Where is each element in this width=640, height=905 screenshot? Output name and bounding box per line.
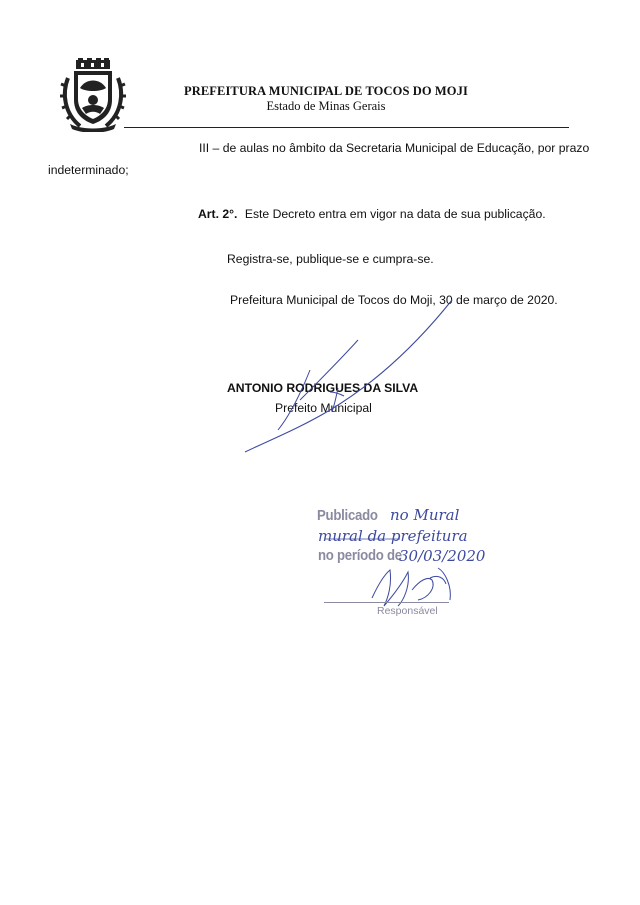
article-2 (198, 207, 546, 222)
stamp-period-label: no período de (318, 547, 402, 564)
item-iii-text: III – de aulas no âmbito da Secretaria Municipal de Educação, por prazo (199, 141, 590, 155)
article-2-label: Art. 2°. (198, 207, 238, 221)
signatory-role: Prefeito Municipal (275, 401, 372, 415)
header-title: PREFEITURA MUNICIPAL DE TOCOS DO MOJI (184, 84, 468, 98)
stamp-handwritten-line1: no Mural (390, 506, 460, 524)
closing-formula: Registra-se, publique-se e cumpra-se. (227, 252, 434, 266)
header-divider (124, 127, 569, 128)
article-2-text: Este Decreto entra em vigor na data de sua publicação. (244, 207, 546, 221)
stamp-handwritten-date: 30/03/2020 (399, 547, 486, 565)
stamp-responsible-label: Responsável (377, 605, 438, 617)
place-and-date: Prefeitura Municipal de Tocos do Moji, 30 de março de 2020. (230, 293, 558, 307)
stamp-handwritten-line2: mural da prefeitura (318, 527, 468, 545)
stamp-signature-line (324, 602, 449, 603)
coat-of-arms-icon (60, 58, 126, 132)
header-subtitle: Estado de Minas Gerais (266, 99, 386, 113)
signatory-name: ANTONIO RODRIGUES DA SILVA (227, 381, 419, 395)
item-iii-continuation: indeterminado; (48, 163, 129, 177)
stamp-published-label: Publicado (317, 507, 378, 524)
